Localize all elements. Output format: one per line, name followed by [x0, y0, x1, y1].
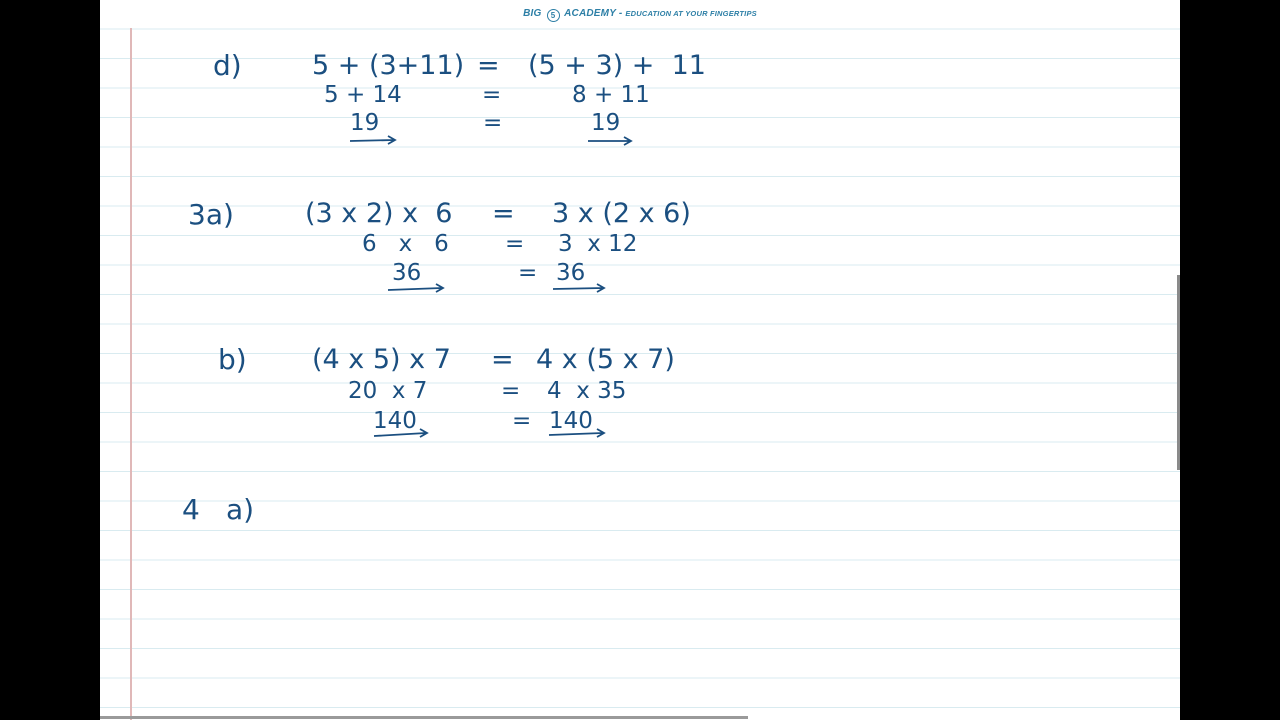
problem-d-row2-left: 5 + 14: [324, 82, 402, 108]
problem-3a-row2-left: 6 x 6: [362, 231, 449, 257]
problem-d-row3-right: 19: [591, 110, 621, 136]
problem-4-number: 4: [182, 493, 200, 526]
problem-b-left-arrow-icon: [372, 428, 432, 440]
problem-d-row2-right: 8 + 11: [572, 82, 650, 108]
problem-b-row3-left: 140: [373, 408, 417, 434]
vertical-scrollbar[interactable]: [1177, 275, 1180, 470]
problem-3a-row1-left: (3 x 2) x 6: [305, 198, 453, 229]
problem-d-label: d): [213, 49, 242, 82]
problem-b-row2-equals: =: [501, 378, 521, 404]
tagline: EDUCATION AT YOUR FINGERTIPS: [625, 9, 757, 18]
problem-3a-right-arrow-icon: [551, 282, 609, 294]
problem-3a-row3-left: 36: [392, 260, 422, 286]
problem-d-left-arrow-icon: [348, 134, 400, 146]
problem-b-row2-left: 20 x 7: [348, 378, 428, 404]
problem-d-row3-left: 19: [350, 110, 380, 136]
notebook-page: [100, 0, 1180, 720]
problem-b-row1-right: 4 x (5 x 7): [536, 344, 675, 375]
problem-d-row2-equals: =: [482, 82, 502, 108]
problem-3a-row2-right: 3 x 12: [558, 231, 638, 257]
brand-right: ACADEMY -: [564, 8, 623, 19]
five-logo-icon: 5: [547, 9, 560, 22]
problem-3a-left-arrow-icon: [386, 282, 448, 294]
problem-3a-row1-equals: =: [492, 198, 515, 229]
problem-3a-label: 3a): [188, 198, 234, 231]
academy-header: [100, 8, 1180, 22]
problem-3a-row3-equals: =: [518, 260, 538, 286]
problem-3a-row1-right: 3 x (2 x 6): [552, 198, 691, 229]
problem-b-row3-right: 140: [549, 408, 593, 434]
problem-4a-label: a): [226, 493, 255, 526]
problem-b-row1-left: (4 x 5) x 7: [312, 344, 451, 375]
problem-b-row2-right: 4 x 35: [547, 378, 627, 404]
problem-3a-row2-equals: =: [505, 231, 525, 257]
problem-b-label: b): [218, 343, 247, 376]
problem-b-right-arrow-icon: [547, 428, 609, 440]
problem-d-row1-equals: =: [477, 50, 500, 81]
problem-d-row3-equals: =: [483, 110, 503, 136]
horizontal-scrollbar[interactable]: [100, 716, 748, 719]
margin-line: [130, 28, 132, 720]
problem-b-row1-equals: =: [491, 344, 514, 375]
brand-left: BIG: [523, 8, 542, 19]
problem-3a-row3-right: 36: [556, 260, 586, 286]
problem-d-row1-left: 5 + (3+11): [312, 50, 465, 81]
problem-d-right-arrow-icon: [586, 134, 636, 146]
problem-b-row3-equals: =: [512, 408, 532, 434]
problem-d-row1-right: (5 + 3) + 11: [528, 50, 706, 81]
